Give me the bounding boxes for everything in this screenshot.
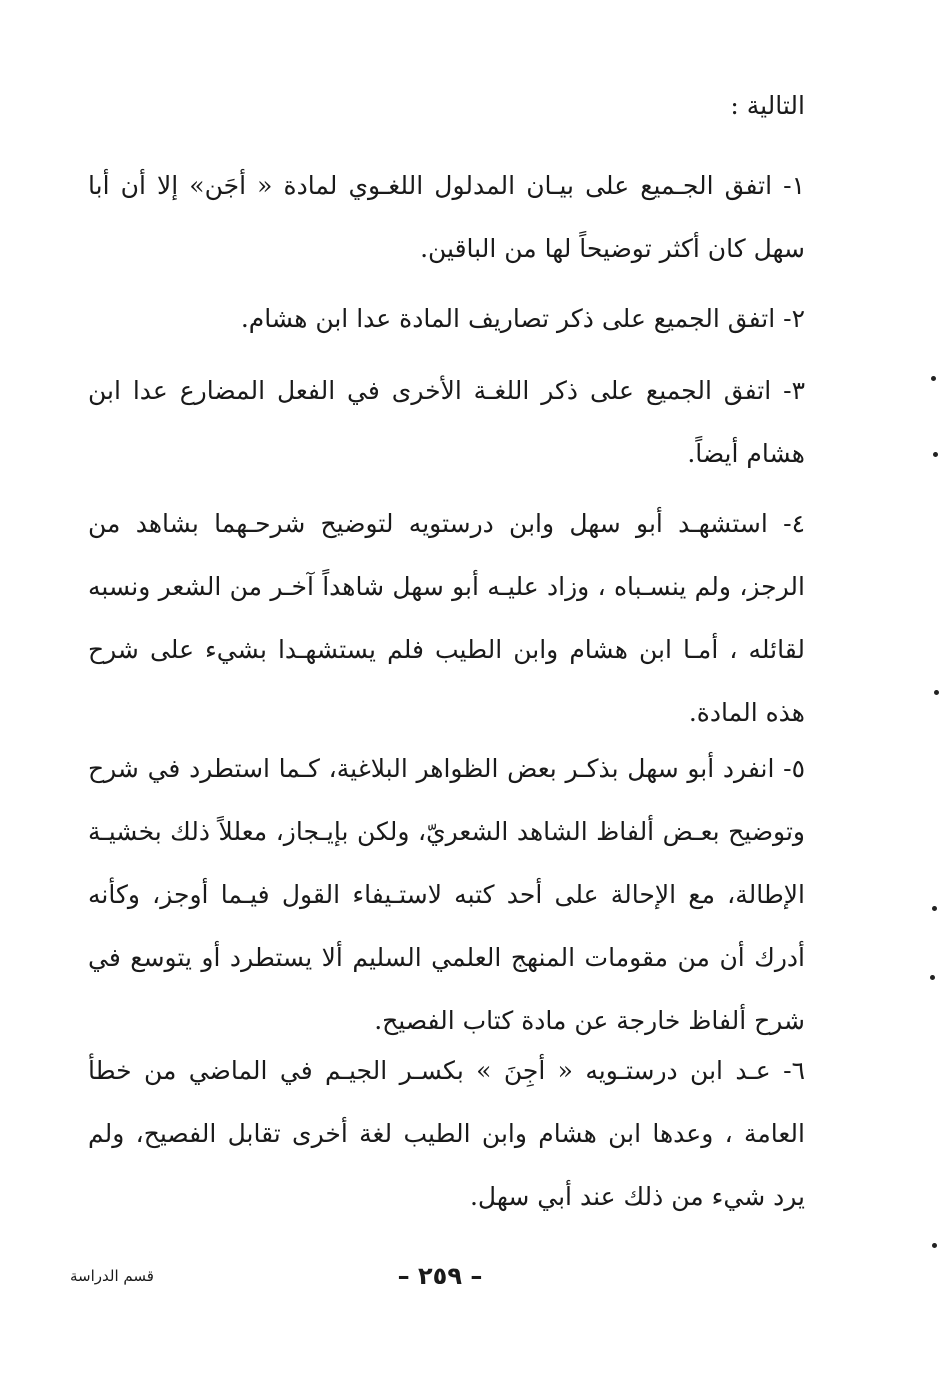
scan-speck <box>934 690 939 695</box>
scan-speck <box>932 906 937 911</box>
scan-speck <box>933 452 938 457</box>
paragraph-1 <box>80 154 805 280</box>
paragraph-text: ١- اتفق الجـميع على بيـان المدلول اللغـوي لمادة « أجَن» إلا أن أبا سهل كان أكثر توضيحاً لها من الباقين. <box>80 171 805 263</box>
scan-speck <box>930 975 935 980</box>
paragraph-2 <box>88 287 805 350</box>
intro-line: التالية : <box>730 91 805 120</box>
section-label: قسم الدراسة <box>70 1267 154 1285</box>
paragraph-3 <box>80 359 805 485</box>
paragraph-4 <box>80 492 805 744</box>
paragraph-6 <box>80 1039 805 1228</box>
paragraph-text: ٣- اتفق الجميع على ذكر اللغـة الأخرى في الفعل المضارع عدا ابن هشام أيضاً. <box>80 376 805 468</box>
intro-block <box>88 74 805 137</box>
paragraph-5 <box>80 737 805 1052</box>
scan-speck <box>931 376 936 381</box>
paragraph-text: ٢- اتفق الجميع على ذكر تصاريف المادة عدا ابن هشام. <box>240 304 805 333</box>
paragraph-text: ٦- عـد ابن درستـويه « أجِنَ » بكسـر الجيـم في الماضي من خطأ العامة ، وعدها ابن هشام وابن الطيب لغة أخرى تقابل الفصيح، ولم يرد شيء من ذلك عند أبي سهل. <box>80 1056 805 1211</box>
paragraph-text: ٤- استشهـد أبو سهل وابن درستويه لتوضيح شرحـهما بشاهد من الرجز، ولم ينسـباه ، وزاد عليـه أبو سهل شاهداً آخـر من الشعر ونسبه لقائله ، أمـا ابن هشام وابن الطيب فلم يستشهـدا بشيء على شرح هذه المادة. <box>80 509 805 727</box>
paragraph-text: ٥- انفرد أبو سهل بذكـر بعض الظواهر البلاغية، كـما استطرد في شرح وتوضيح بعـض ألفاظ الشاهد الشعريّ، ولكن بإيـجاز، معللاً ذلك بخشيـة الإطالة، مع الإحالة على أحد كتبه لاستـيفاء القول فيـما أوجز، وكأنه أدرك أن من مقومات المنهج العلمي السليم ألا يستطرد أو يتوسع في شرح ألفاظ خارجة عن مادة كتاب الفصيح. <box>80 754 805 1035</box>
scan-speck <box>932 1243 937 1248</box>
page-number: – ٢٥٩ – <box>397 1262 483 1290</box>
